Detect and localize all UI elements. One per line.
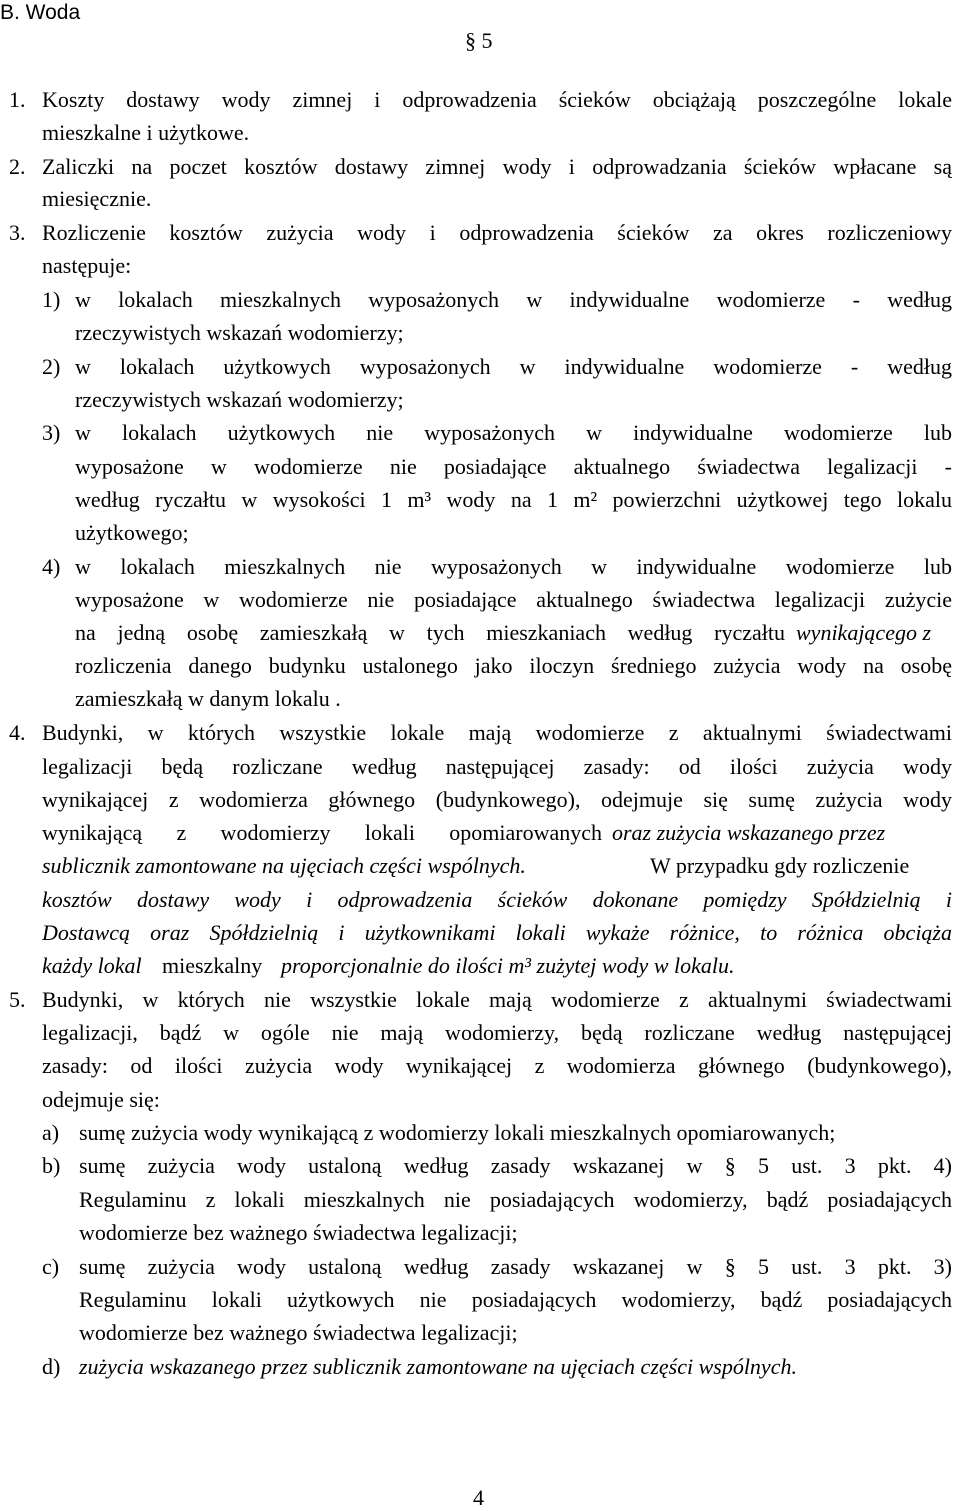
text-line: rzeczywistych wskazań wodomierzy; bbox=[75, 387, 404, 412]
text-line: według ryczałtu w wysokości 1 m³ wody na 1 m² powierzchni użytkowej tego lokalu bbox=[75, 487, 952, 512]
text-line: legalizacji, bądź w ogóle nie mają wodomierzy, będą rozliczane według następującej bbox=[42, 1020, 952, 1045]
section-title: B. Woda bbox=[0, 1, 81, 24]
item-number: 3. bbox=[9, 220, 26, 245]
subitem-number: 1) bbox=[42, 287, 61, 312]
text-line-italic: kosztów dostawy wody i odprowadzenia ścieków dokonane pomiędzy Spółdzielnią i bbox=[42, 887, 952, 912]
subitem-letter: b) bbox=[42, 1153, 61, 1178]
text-line: wynikającej z wodomierza głównego (budynkowego), odejmuje się sumę zużycia wody bbox=[42, 787, 952, 812]
text-line: Regulaminu lokali użytkowych nie posiadających wodomierzy, bądź posiadających bbox=[79, 1287, 952, 1312]
subitem-letter: d) bbox=[42, 1354, 61, 1379]
subitem-number: 3) bbox=[42, 420, 61, 445]
text-line: w lokalach mieszkalnych wyposażonych w indywidualne wodomierze - według bbox=[75, 287, 952, 312]
text-line: Budynki, w których nie wszystkie lokale mają wodomierze z aktualnymi świadectwami bbox=[42, 987, 952, 1012]
item-number: 2. bbox=[9, 154, 26, 179]
text-line: odejmuje się: bbox=[42, 1087, 160, 1112]
text-line: sumę zużycia wody ustaloną według zasady wskazanej w § 5 ust. 3 pkt. 4) bbox=[79, 1153, 952, 1178]
text-line-italic: każdy lokal bbox=[42, 953, 142, 978]
text-line: użytkowego; bbox=[75, 520, 189, 545]
text-line: rozliczenia danego budynku ustalonego jako iloczyn średniego zużycia wody na osobę bbox=[75, 653, 952, 678]
text-line: sumę zużycia wody wynikającą z wodomierzy lokali mieszkalnych opomiarowanych; bbox=[79, 1120, 836, 1145]
text-line: wynikającą z wodomierzy lokali opomiarowanych bbox=[42, 820, 602, 845]
text-line: Regulaminu z lokali mieszkalnych nie posiadających wodomierzy, bądź posiadających bbox=[79, 1187, 952, 1212]
text-line-italic: wynikającego z bbox=[796, 620, 932, 645]
text-line: wodomierze bez ważnego świadectwa legalizacji; bbox=[79, 1220, 518, 1245]
text-line: wyposażone w wodomierze nie posiadające aktualnego świadectwa legalizacji - bbox=[75, 454, 952, 479]
text-line: Budynki, w których wszystkie lokale mają wodomierze z aktualnymi świadectwami bbox=[42, 720, 952, 745]
item-number: 4. bbox=[9, 720, 26, 745]
subitem-number: 4) bbox=[42, 554, 61, 579]
text-line: na jedną osobę zamieszkałą w tych mieszkaniach według ryczałtu bbox=[75, 620, 785, 645]
text-line-italic: proporcjonalnie do ilości m³ zużytej wody w lokalu. bbox=[281, 953, 735, 978]
item-number: 5. bbox=[9, 987, 26, 1012]
text-line: mieszkalny bbox=[162, 953, 263, 978]
text-line: Rozliczenie kosztów zużycia wody i odprowadzenia ścieków za okres rozliczeniowy bbox=[42, 220, 952, 245]
subitem-letter: a) bbox=[42, 1120, 60, 1145]
subitem-letter: c) bbox=[42, 1254, 60, 1279]
text-line: W przypadku gdy rozliczenie bbox=[650, 853, 910, 878]
text-line: wyposażone w wodomierze nie posiadające aktualnego świadectwa legalizacji zużycie bbox=[75, 587, 952, 612]
text-line: w lokalach użytkowych nie wyposażonych w indywidualne wodomierze lub bbox=[75, 420, 952, 445]
page-number: 4 bbox=[473, 1485, 484, 1510]
text-line: sumę zużycia wody ustaloną według zasady wskazanej w § 5 ust. 3 pkt. 3) bbox=[79, 1254, 952, 1279]
text-line: w lokalach mieszkalnych nie wyposażonych w indywidualne wodomierze lub bbox=[75, 554, 952, 579]
text-line: następuje: bbox=[42, 253, 132, 278]
text-line-italic: Dostawcą oraz Spółdzielnią i użytkownikami lokali wykaże różnice, to różnica obciąża bbox=[42, 920, 952, 945]
text-line: zasady: od ilości zużycia wody wynikającej z wodomierza głównego (budynkowego), bbox=[42, 1053, 952, 1078]
text-line: rzeczywistych wskazań wodomierzy; bbox=[75, 320, 404, 345]
text-line: w lokalach użytkowych wyposażonych w indywidualne wodomierze - według bbox=[75, 354, 952, 379]
item-number: 1. bbox=[9, 87, 26, 112]
text-line: wodomierze bez ważnego świadectwa legalizacji; bbox=[79, 1320, 518, 1345]
subitem-number: 2) bbox=[42, 354, 61, 379]
text-line-italic: oraz zużycia wskazanego przez bbox=[612, 820, 886, 845]
text-line: Zaliczki na poczet kosztów dostawy zimnej wody i odprowadzania ścieków wpłacane są bbox=[42, 154, 952, 179]
text-line: miesięcznie. bbox=[42, 186, 152, 211]
text-line: legalizacji będą rozliczane według następującej zasady: od ilości zużycia wody bbox=[42, 754, 952, 779]
text-line-italic: zużycia wskazanego przez sublicznik zamontowane na ujęciach części wspólnych. bbox=[79, 1354, 797, 1379]
paragraph-sign: § 5 bbox=[465, 28, 493, 53]
text-line-italic: sublicznik zamontowane na ujęciach części wspólnych. bbox=[42, 853, 526, 878]
text-line: Koszty dostawy wody zimnej i odprowadzenia ścieków obciążają poszczególne lokale bbox=[42, 87, 952, 112]
text-line: mieszkalne i użytkowe. bbox=[42, 120, 250, 145]
text-line: zamieszkałą w danym lokalu . bbox=[75, 686, 341, 711]
